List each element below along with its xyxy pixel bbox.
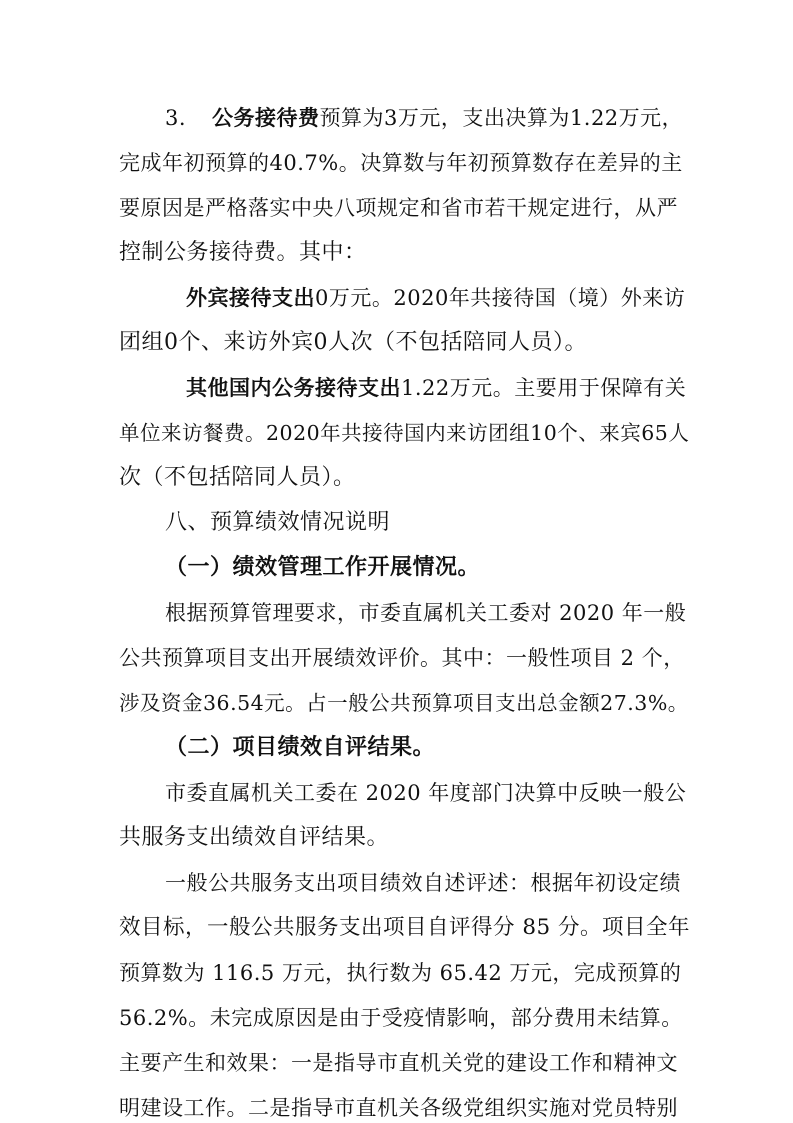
- heading-reception-fee: 公务接待费: [212, 106, 320, 130]
- paragraph-3-line-2: 单位来访餐费。2020年共接待国内来访团组10个、来宾65人: [119, 421, 690, 445]
- paragraph-text: 0万元。2020年共接待国（境）外来访: [315, 286, 686, 310]
- paragraph-1-line-2: 完成年初预算的40.7%。决算数与年初预算数存在差异的主: [119, 151, 683, 175]
- paragraph-2-line-2: 团组0个、来访外宾0人次（不包括陪同人员）。: [119, 330, 587, 355]
- paragraph-4-line-1: 根据预算管理要求，市委直属机关工委对 2020 年一般: [165, 601, 687, 625]
- paragraph-4-line-3: 涉及资金36.54元。占一般公共预算项目支出总金额27.3%。: [119, 691, 689, 715]
- heading-foreign-reception: 外宾接待支出: [186, 286, 315, 310]
- paragraph-6-line-4: 56.2%。未完成原因是由于受疫情影响，部分费用未结算。: [119, 1006, 683, 1030]
- subheading-self-evaluation: （二）项目绩效自评结果。: [165, 735, 436, 760]
- paragraph-3-line-1: [186, 373, 686, 403]
- item-number: 3.: [165, 106, 187, 130]
- section-heading-8: 八、预算绩效情况说明: [165, 510, 391, 535]
- paragraph-text: 预算为3万元，支出决算为1.22万元，: [319, 106, 684, 130]
- paragraph-6-line-3: 预算数为 116.5 万元，执行数为 65.42 万元，完成预算的: [119, 961, 682, 985]
- paragraph-1-line-1: [165, 103, 683, 133]
- paragraph-1-line-3: 要原因是严格落实中央八项规定和省市若干规定进行，从严: [119, 196, 678, 220]
- paragraph-2-line-1: [186, 283, 685, 313]
- paragraph-6-line-5: 主要产生和效果：一是指导市直机关党的建设工作和精神文: [119, 1051, 678, 1075]
- paragraph-5-line-1: 市委直属机关工委在 2020 年度部门决算中反映一般公: [165, 781, 687, 805]
- paragraph-6-line-6: 明建设工作。二是指导市直机关各级党组织实施对党员特别: [119, 1096, 678, 1120]
- paragraph-6-line-2: 效目标，一般公共服务支出项目自评得分 85 分。项目全年: [119, 915, 691, 940]
- heading-domestic-reception: 其他国内公务接待支出: [186, 376, 401, 400]
- paragraph-3-line-3: 次（不包括陪同人员）。: [119, 465, 356, 490]
- subheading-performance-management: （一）绩效管理工作开展情况。: [165, 555, 481, 580]
- paragraph-1-line-4: 控制公务接待费。其中：: [119, 240, 367, 265]
- paragraph-6-line-1: 一般公共服务支出项目绩效自述评述：根据年初设定绩: [165, 871, 681, 895]
- paragraph-4-line-2: 公共预算项目支出开展绩效评价。其中：一般性项目 2 个，: [119, 646, 685, 670]
- paragraph-5-line-2: 共服务支出绩效自评结果。: [119, 825, 390, 850]
- paragraph-text: 1.22万元。主要用于保障有关: [401, 376, 687, 400]
